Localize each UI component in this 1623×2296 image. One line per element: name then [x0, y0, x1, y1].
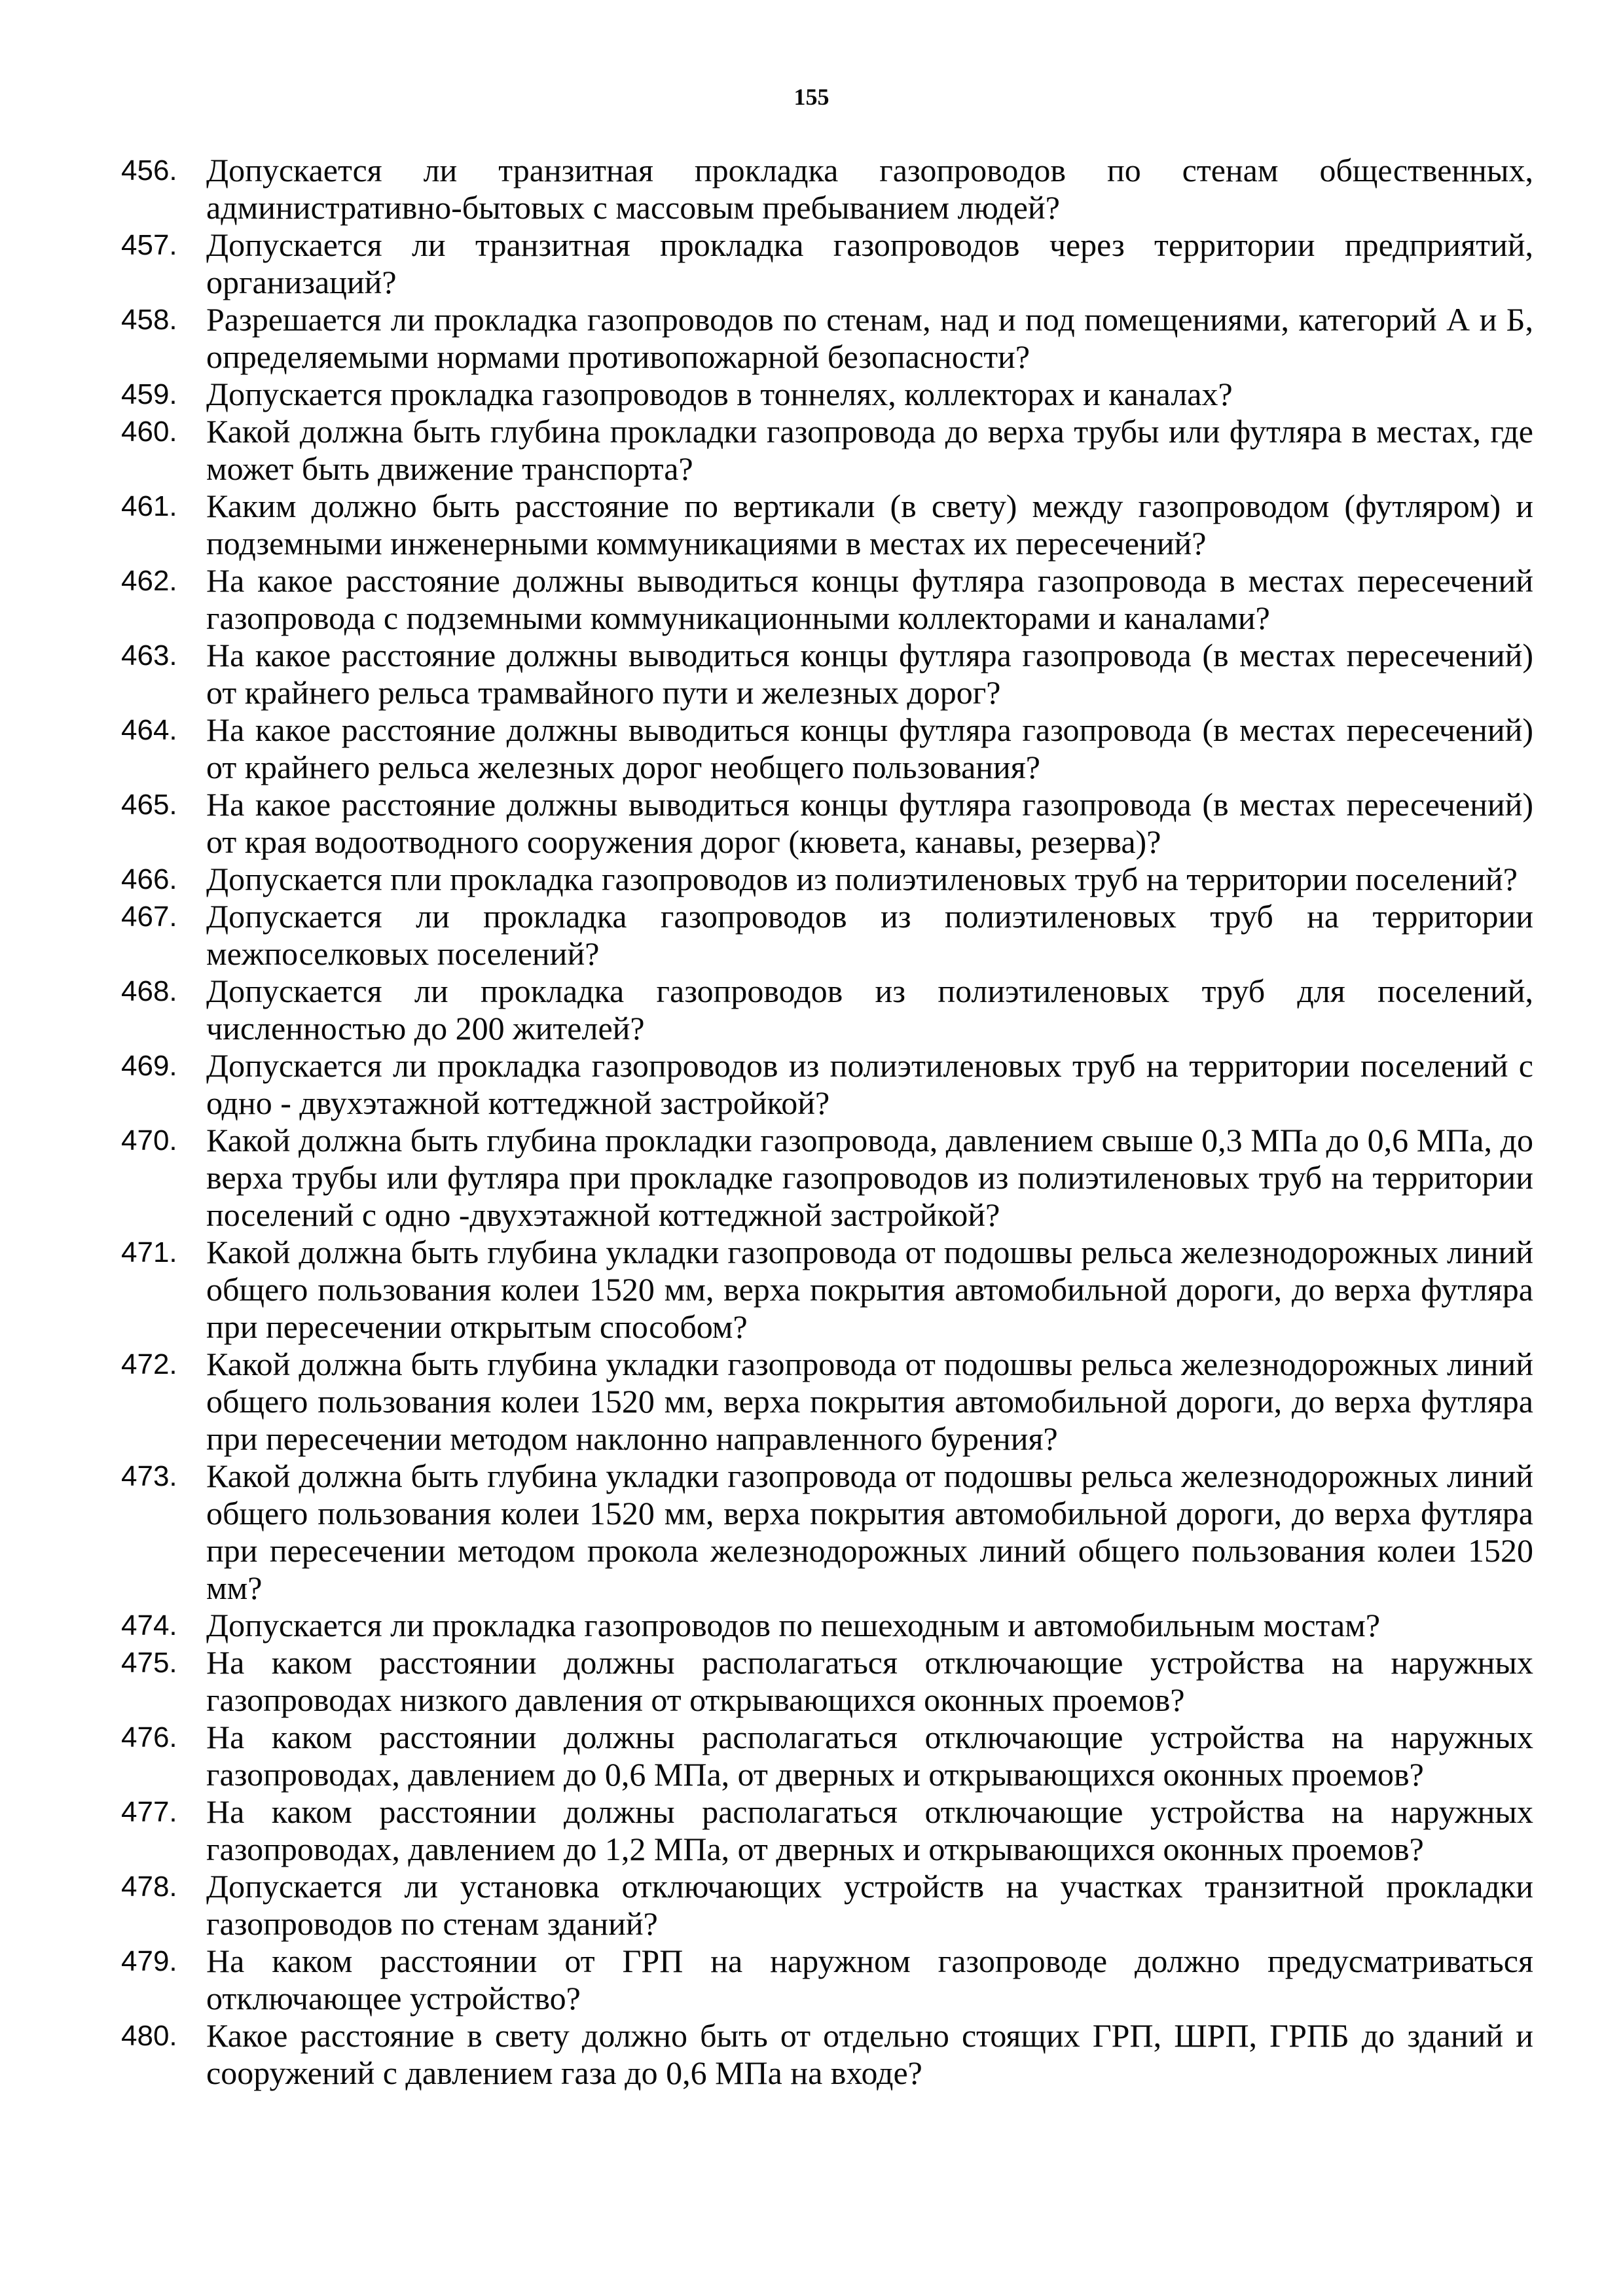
question-item	[121, 413, 1533, 488]
question-text: Допускается ли прокладка газопроводов по пешеходным и автомобильным мостам?	[206, 1607, 1381, 1643]
question-number: 465.	[121, 789, 177, 821]
question-item	[121, 1868, 1533, 1943]
question-item	[121, 973, 1533, 1047]
question-number: 456.	[121, 154, 177, 187]
question-item	[121, 1943, 1533, 2017]
question-text: Допускается ли транзитная прокладка газопроводов через территории предприятий, организаций?	[206, 226, 1533, 300]
question-item	[121, 898, 1533, 973]
question-number: 460.	[121, 416, 177, 448]
question-text: Допускается пли прокладка газопроводов из полиэтиленовых труб на территории поселений?	[206, 861, 1518, 897]
question-number: 477.	[121, 1796, 177, 1828]
question-number: 478.	[121, 1871, 177, 1903]
question-number: 474.	[121, 1609, 177, 1641]
question-item	[121, 226, 1533, 301]
question-item	[121, 562, 1533, 637]
question-item	[121, 2017, 1533, 2092]
question-text: Допускается ли транзитная прокладка газопроводов по стенам общественных, административно-бытовых с массовым пребыванием людей?	[206, 152, 1533, 226]
question-number: 457.	[121, 229, 177, 261]
question-text: На каком расстоянии должны располагаться отключающие устройства на наружных газопроводах, давлением до 0,6 МПа, от дверных и открывающихся оконных проемов?	[206, 1719, 1533, 1793]
question-text: Разрешается ли прокладка газопроводов по стенам, над и под помещениями, категорий А и Б, определяемыми нормами противопожарной безопасности?	[206, 301, 1533, 375]
question-text: Какой должна быть глубина укладки газопровода от подошвы рельса железнодорожных линий общего пользования колеи 1520 мм, верха покрытия автомобильной дороги, до верха футляра при пересечении методом прокола железнодорожных линий общего пользования колеи 1520 мм?	[206, 1458, 1533, 1606]
question-number: 464.	[121, 714, 177, 746]
question-item	[121, 786, 1533, 861]
question-item	[121, 1122, 1533, 1234]
question-text: На каком расстоянии от ГРП на наружном газопроводе должно предусматриваться отключающее устройство?	[206, 1943, 1533, 2017]
question-number: 458.	[121, 304, 177, 336]
question-item	[121, 1644, 1533, 1719]
question-text: На каком расстоянии должны располагаться отключающие устройства на наружных газопроводах низкого давления от открывающихся оконных проемов?	[206, 1644, 1533, 1718]
question-item	[121, 1458, 1533, 1607]
question-list	[121, 152, 1533, 2092]
question-text: Какой должна быть глубина укладки газопровода от подошвы рельса железнодорожных линий общего пользования колеи 1520 мм, верха покрытия автомобильной дороги, до верха футляра при пересечении методом наклонно направленного бурения?	[206, 1346, 1533, 1457]
question-number: 479.	[121, 1945, 177, 1977]
question-number: 473.	[121, 1460, 177, 1492]
page-number: 155	[793, 84, 830, 110]
question-number: 475.	[121, 1647, 177, 1679]
question-text: Какое расстояние в свету должно быть от отдельно стоящих ГРП, ШРП, ГРПБ до зданий и сооружений с давлением газа до 0,6 МПа на входе?	[206, 2017, 1533, 2091]
question-text: Какой должна быть глубина прокладки газопровода до верха трубы или футляра в местах, где может быть движение транспорта?	[206, 413, 1533, 487]
question-number: 467.	[121, 901, 177, 933]
question-number: 463.	[121, 639, 177, 672]
question-item	[121, 1047, 1533, 1122]
question-number: 462.	[121, 565, 177, 597]
question-item	[121, 376, 1533, 413]
question-number: 466.	[121, 863, 177, 895]
question-item	[121, 488, 1533, 562]
question-text: На какое расстояние должны выводиться концы футляра газопровода в местах пересечений газопровода с подземными коммуникационными коллекторами и каналами?	[206, 562, 1533, 636]
question-item	[121, 637, 1533, 711]
question-number: 472.	[121, 1348, 177, 1380]
question-text: На какое расстояние должны выводиться концы футляра газопровода (в местах пересечений) от края водоотводного сооружения дорог (кювета, канавы, резерва)?	[206, 786, 1533, 860]
question-text: Каким должно быть расстояние по вертикали (в свету) между газопроводом (футляром) и подземными инженерными коммуникациями в местах их пересечений?	[206, 488, 1533, 562]
question-text: На каком расстоянии должны располагаться отключающие устройства на наружных газопроводах, давлением до 1,2 МПа, от дверных и открывающихся оконных проемов?	[206, 1793, 1533, 1867]
question-item	[121, 1607, 1533, 1644]
question-number: 471.	[121, 1236, 177, 1268]
question-item	[121, 711, 1533, 786]
question-text: Какой должна быть глубина прокладки газопровода, давлением свыше 0,3 МПа до 0,6 МПа, до верха трубы или футляра при прокладке газопроводов из полиэтиленовых труб на территории поселений с одно -двухэтажной коттеджной застройкой?	[206, 1122, 1533, 1233]
question-text: Какой должна быть глубина укладки газопровода от подошвы рельса железнодорожных линий общего пользования колеи 1520 мм, верха покрытия автомобильной дороги, до верха футляра при пересечении открытым способом?	[206, 1234, 1533, 1345]
question-text: Допускается ли прокладка газопроводов из полиэтиленовых труб на территории межпоселковых поселений?	[206, 898, 1533, 972]
question-number: 469.	[121, 1050, 177, 1082]
question-number: 459.	[121, 378, 177, 410]
question-number: 480.	[121, 2020, 177, 2052]
question-number: 468.	[121, 975, 177, 1007]
question-item	[121, 861, 1533, 898]
question-item	[121, 1234, 1533, 1346]
question-number: 470.	[121, 1124, 177, 1157]
question-item	[121, 301, 1533, 376]
question-text: Допускается ли прокладка газопроводов из полиэтиленовых труб на территории поселений с одно - двухэтажной коттеджной застройкой?	[206, 1047, 1533, 1121]
question-text: Допускается прокладка газопроводов в тоннелях, коллекторах и каналах?	[206, 376, 1233, 412]
question-item	[121, 1793, 1533, 1868]
question-number: 461.	[121, 490, 177, 522]
question-text: На какое расстояние должны выводиться концы футляра газопровода (в местах пересечений) от крайнего рельса железных дорог необщего пользования?	[206, 711, 1533, 785]
question-item	[121, 1719, 1533, 1793]
question-text: Допускается ли установка отключающих устройств на участках транзитной прокладки газопроводов по стенам зданий?	[206, 1868, 1533, 1942]
question-text: Допускается ли прокладка газопроводов из полиэтиленовых труб для поселений, численностью до 200 жителей?	[206, 973, 1533, 1047]
question-item	[121, 1346, 1533, 1458]
question-item	[121, 152, 1533, 226]
question-number: 476.	[121, 1721, 177, 1753]
question-text: На какое расстояние должны выводиться концы футляра газопровода (в местах пересечений) от крайнего рельса трамвайного пути и железных дорог?	[206, 637, 1533, 711]
